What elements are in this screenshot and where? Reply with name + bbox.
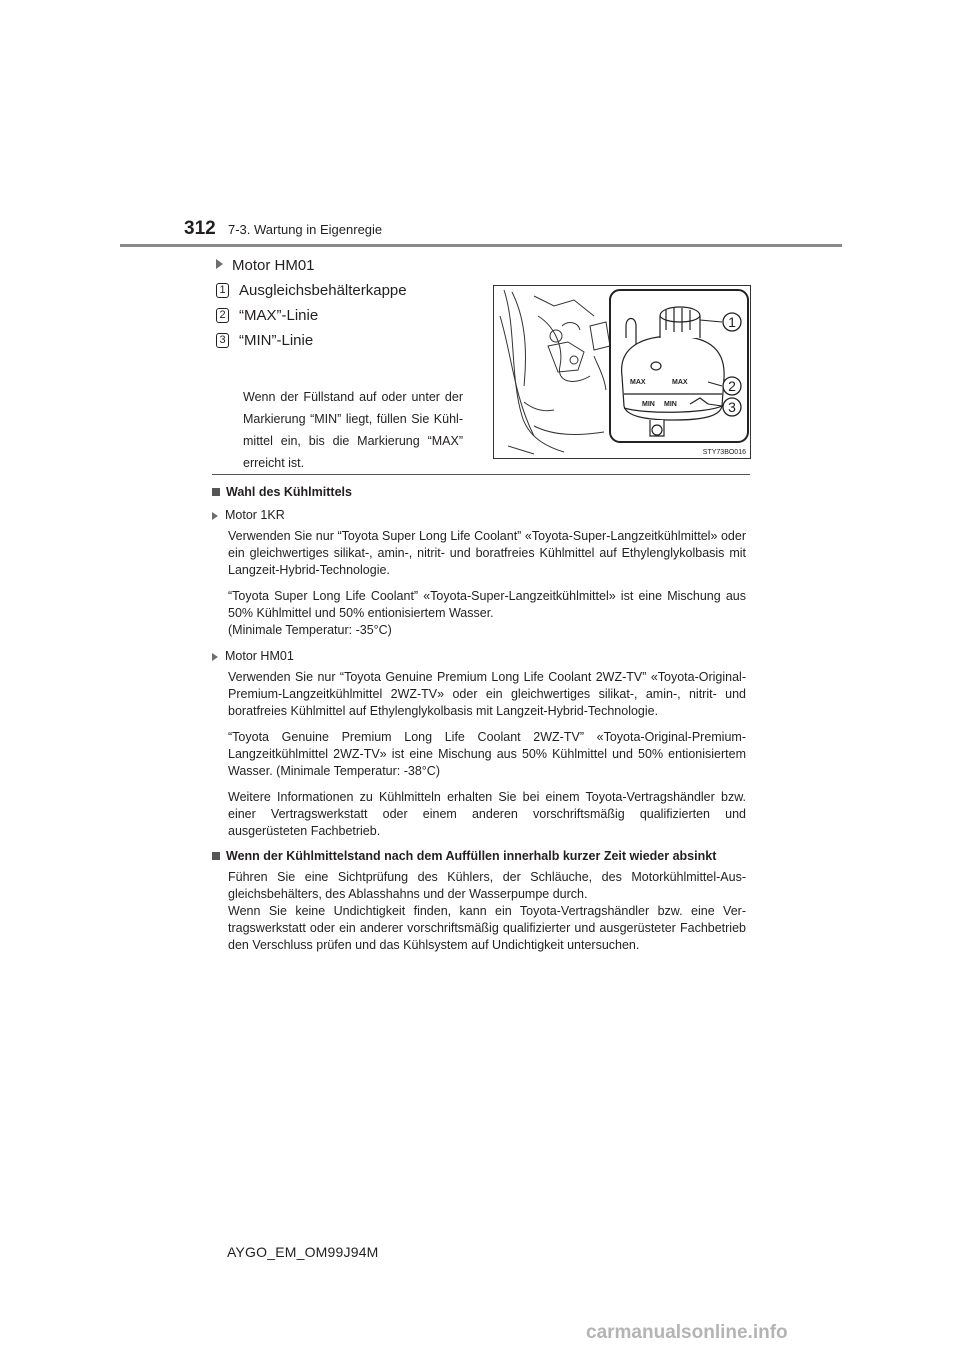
- coolant-reservoir-figure: [493, 285, 751, 459]
- callout-number: 1: [216, 283, 229, 298]
- label-text: “MIN”-Linie: [239, 332, 314, 349]
- paragraph: “Toyota Super Long Life Coolant” «Toyota-Super-Langzeitkühlmittel» ist eine Mischung aus 50% Kühlmittel und 50% entionisiertem Wasser.: [228, 589, 746, 620]
- square-bullet-icon: [212, 852, 220, 860]
- engine-hm01-subtitle: Motor HM01: [212, 648, 746, 665]
- engine-1kr-title: Motor 1KR: [212, 507, 746, 524]
- paragraph: Führen Sie eine Sichtprüfung des Kühlers, der Schläuche, des Motorkühlmittel-Ausgleichsbehälters, des Ablasshahns und der Wasserpumpe durch.: [228, 870, 746, 901]
- callout-2: 2: [728, 378, 736, 394]
- callout-number: 2: [216, 308, 229, 323]
- section-title: 7-3. Wartung in Eigenregie: [228, 222, 383, 237]
- body-content: [212, 484, 746, 954]
- label-item-3: [216, 332, 313, 349]
- arrow-right-icon: [216, 259, 223, 269]
- min-marking-2: MIN: [664, 401, 677, 408]
- label-text: Ausgleichsbehälterkappe: [239, 282, 407, 299]
- callout-1: 1: [728, 314, 736, 330]
- label-text: “MAX”-Linie: [239, 307, 319, 324]
- square-bullet-icon: [212, 488, 220, 496]
- arrow-right-icon: [212, 512, 218, 520]
- engine-hm01-title: Motor HM01: [216, 257, 315, 274]
- page-number: 312: [184, 218, 216, 239]
- arrow-right-icon: [212, 653, 218, 661]
- label-item-1: [216, 282, 407, 299]
- section-divider: [212, 474, 750, 475]
- reservoir-illustration: [494, 286, 750, 458]
- paragraph: Weitere Informationen zu Kühlmitteln erhalten Sie bei einem Toyota-Vertragshändler bzw. einer Vertragswerkstatt oder einem anderen vorschriftsmäßig qualifizierten und ausgerüsteten Fachbetrieb.: [228, 790, 746, 838]
- label-item-2: [216, 307, 318, 324]
- callout-3: 3: [728, 399, 736, 415]
- document-code: AYGO_EM_OM99J94M: [227, 1244, 379, 1260]
- paragraph: “Toyota Genuine Premium Long Life Coolant 2WZ-TV” «Toyota-Original-Premium-Langzeitkühlmittel 2WZ-TV» ist eine Mischung aus 50% Kühlmittel und 50% entionisiertem Wasser. (Minimale Temperatur: -38°C): [228, 730, 746, 778]
- level-drop-heading: Wenn der Kühlmittelstand nach dem Auffüllen innerhalb kurzer Zeit wieder absinkt: [212, 848, 746, 865]
- min-marking: MIN: [642, 401, 655, 408]
- watermark: carmanualsonline.info: [586, 1322, 788, 1343]
- max-marking-2: MAX: [672, 379, 688, 386]
- callout-number: 3: [216, 333, 229, 348]
- paragraph: Wenn Sie keine Undichtigkeit finden, kann ein Toyota-Vertragshändler bzw. eine Vertragswerkstatt oder ein anderer vorschriftsmäßig qualifizierter und ausgerüsteter Fachbetrieb den Verschluss prüfen und das Kühlsystem auf Undichtigkeit untersuchen.: [228, 904, 746, 952]
- coolant-heading: Wahl des Kühlmittels: [212, 484, 746, 501]
- paragraph: Verwenden Sie nur “Toyota Genuine Premium Long Life Coolant 2WZ-TV” «Toyota-Original-Premium-Langzeitkühlmittel 2WZ-TV» oder ein gleichwertiges silikat-, amin-, nitrit- und boratfreies Kühlmittel auf Ethylenglykolbasis mit Langzeit-Hybrid-Technologie.: [228, 670, 746, 718]
- figure-code: STY73BO016: [702, 449, 746, 456]
- paragraph: (Minimale Temperatur: -35°C): [228, 623, 392, 637]
- coolant-level-note: Wenn der Füllstand auf oder unter der Markierung “MIN” liegt, füllen Sie Kühlmittel ein, bis die Markierung “MAX” erreicht ist.: [243, 390, 463, 470]
- header-divider: [120, 244, 842, 247]
- paragraph: Verwenden Sie nur “Toyota Super Long Life Coolant” «Toyota-Super-Langzeitkühlmittel» oder ein gleichwertiges silikat-, amin-, nitrit- und boratfreies Kühlmittel auf Ethylenglykolbasis mit Langzeit-Hybrid-Technologie.: [228, 529, 746, 577]
- max-marking: MAX: [630, 379, 646, 386]
